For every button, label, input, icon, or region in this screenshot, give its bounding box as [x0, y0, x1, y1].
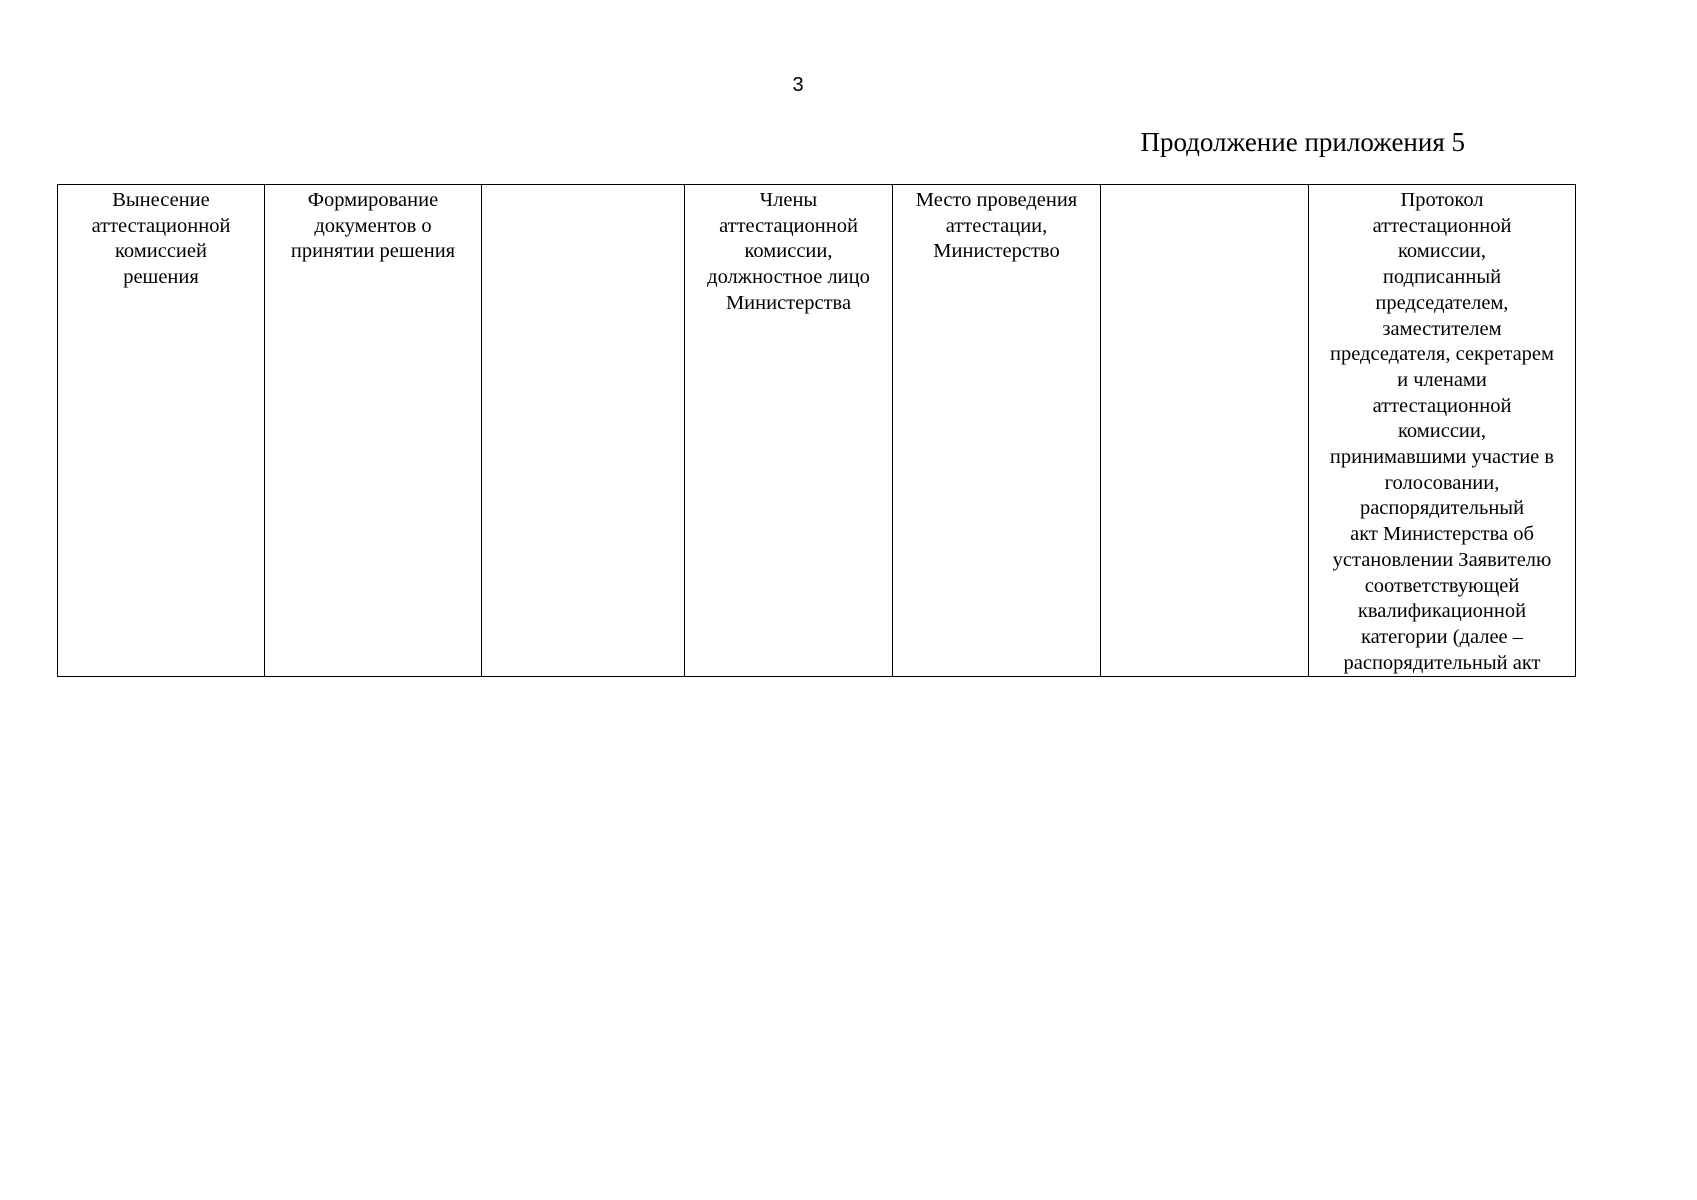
cell-location: Место проведения аттестации, Министерство: [893, 185, 1101, 677]
procedure-table: [57, 184, 1576, 677]
appendix-heading: Продолжение приложения 5: [1140, 127, 1465, 157]
cell-decision: Вынесение аттестационной комиссией решения: [58, 185, 265, 677]
cell-documents: Формирование документов о принятии решения: [265, 185, 482, 677]
cell-empty-2: [1101, 185, 1309, 677]
page-number: 3: [792, 74, 804, 96]
cell-result: Протокол аттестационной комиссии, подписанный председателем, заместителем председателя, секретарем и членами аттестационной комиссии, принимавшими участие в голосовании, распорядительный акт Министерства об установлении Заявителю соответствующей квалификационной категории (далее – распорядительный акт: [1309, 185, 1576, 677]
table-row: [58, 185, 1576, 677]
cell-participants: Члены аттестационной комиссии, должностное лицо Министерства: [685, 185, 893, 677]
cell-empty-1: [482, 185, 685, 677]
